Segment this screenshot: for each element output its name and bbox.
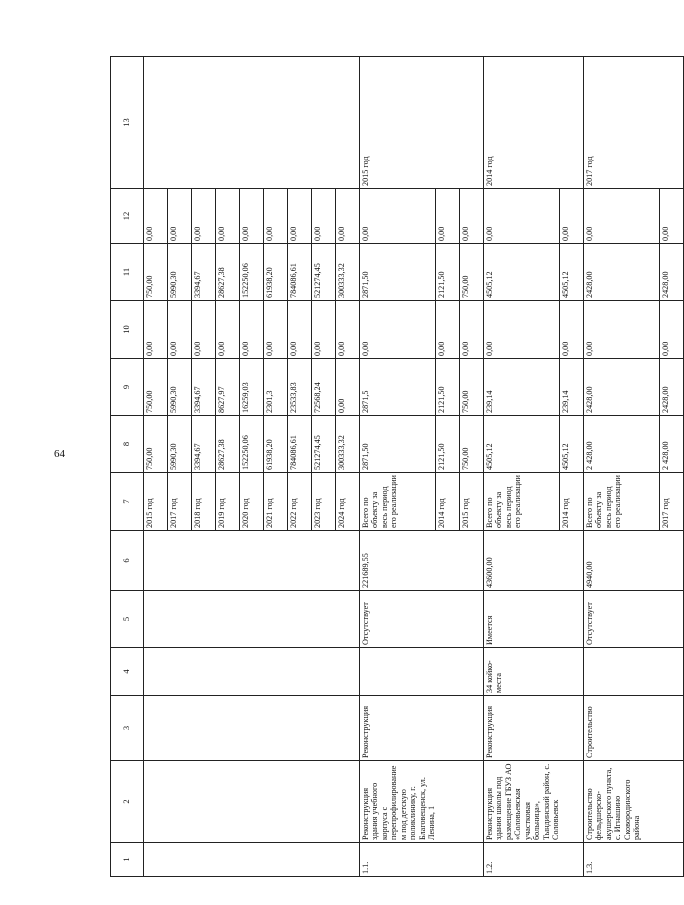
design-docs: Отсутствует: [584, 591, 684, 648]
value-cell: 0,00: [216, 189, 240, 244]
value-cell: 750,00: [460, 416, 484, 473]
value-cell: 28627,38: [216, 244, 240, 301]
value-cell: 0,00: [336, 189, 360, 244]
value-cell: 2428,00: [584, 359, 660, 416]
value-cell: 2301,3: [264, 359, 288, 416]
year-cell: 2023 год: [312, 473, 336, 531]
capacity: 34 койко-места: [484, 648, 584, 696]
value-cell: 2 428,00: [660, 416, 684, 473]
value-cell: 5990,30: [168, 359, 192, 416]
year-cell: 2019 год: [216, 473, 240, 531]
value-cell: 2 428,00: [584, 416, 660, 473]
estimated-cost: 43600,00: [484, 531, 584, 591]
column-number-row: [111, 57, 144, 877]
value-cell: 784086,61: [288, 244, 312, 301]
year-cell: Всего по объекту за весь период его реализации: [360, 473, 436, 531]
column-number: 1: [111, 843, 144, 877]
value-cell: 0,00: [168, 301, 192, 359]
value-cell: 152250,06: [240, 244, 264, 301]
value-cell: 5990,30: [168, 244, 192, 301]
value-cell: 4505,12: [560, 416, 584, 473]
continued-cell: [144, 591, 360, 648]
continued-cell: [144, 696, 360, 761]
completion-year: 2015 год: [360, 57, 484, 189]
value-cell: 2121,50: [436, 416, 460, 473]
value-cell: 521274,45: [312, 416, 336, 473]
value-cell: 0,00: [360, 189, 436, 244]
value-cell: 0,00: [336, 359, 360, 416]
continued-cell: [144, 648, 360, 696]
continued-cell: [144, 761, 360, 843]
work-type: Реконструкция: [360, 696, 484, 761]
design-docs: Отсутствует: [360, 591, 484, 648]
year-cell: 2018 год: [192, 473, 216, 531]
object-name: Реконструкция здания школы под размещение ГБУЗ АО «Соловьевская участковая больница», Тындинский район, с. Соловьевск: [484, 761, 584, 843]
year-cell: 2024 год: [336, 473, 360, 531]
value-cell: 2121,50: [436, 244, 460, 301]
value-cell: 2871,50: [360, 416, 436, 473]
value-cell: 2871,50: [360, 244, 436, 301]
rotated-table-area: [110, 57, 670, 877]
completion-year: 2014 год: [484, 57, 584, 189]
year-cell: 2014 год: [560, 473, 584, 531]
capacity: [584, 648, 684, 696]
continued-cell: [144, 843, 360, 877]
value-cell: 3394,67: [192, 244, 216, 301]
value-cell: 0,00: [288, 301, 312, 359]
year-cell: 2021 год: [264, 473, 288, 531]
value-cell: 0,00: [264, 189, 288, 244]
value-cell: 239,14: [484, 359, 560, 416]
value-cell: 0,00: [336, 301, 360, 359]
estimated-cost: 4940,00: [584, 531, 684, 591]
table-body: [144, 57, 684, 877]
value-cell: 750,00: [460, 244, 484, 301]
value-cell: 61938,20: [264, 244, 288, 301]
value-cell: 0,00: [312, 189, 336, 244]
year-cell: 2015 год: [460, 473, 484, 531]
value-cell: 2871,5: [360, 359, 436, 416]
value-cell: 0,00: [288, 189, 312, 244]
column-number: 11: [111, 244, 144, 301]
value-cell: 0,00: [560, 189, 584, 244]
column-number: 6: [111, 531, 144, 591]
value-cell: 750,00: [144, 416, 168, 473]
value-cell: 0,00: [584, 301, 660, 359]
item-number: 1.2.: [484, 843, 584, 877]
value-cell: 0,00: [312, 301, 336, 359]
year-cell: Всего по объекту за весь период его реализации: [584, 473, 660, 531]
value-cell: 61938,20: [264, 416, 288, 473]
item-number: 1.1.: [360, 843, 484, 877]
section-row: [360, 57, 436, 877]
header-row: [111, 57, 144, 877]
value-cell: 0,00: [192, 189, 216, 244]
value-cell: 0,00: [660, 189, 684, 244]
value-cell: 0,00: [240, 189, 264, 244]
value-cell: 0,00: [192, 301, 216, 359]
column-number: 8: [111, 416, 144, 473]
column-number: 4: [111, 648, 144, 696]
column-number: 7: [111, 473, 144, 531]
value-cell: 300333,32: [336, 416, 360, 473]
column-number: 2: [111, 761, 144, 843]
value-cell: 23533,83: [288, 359, 312, 416]
value-cell: 2121,50: [436, 359, 460, 416]
design-docs: Имеется: [484, 591, 584, 648]
value-cell: 0,00: [660, 301, 684, 359]
continued-cell: [144, 531, 360, 591]
year-cell: 2017 год: [168, 473, 192, 531]
work-type: Строительство: [584, 696, 684, 761]
investment-table: [110, 56, 684, 877]
column-number: 10: [111, 301, 144, 359]
value-cell: 0,00: [216, 301, 240, 359]
work-type: Реконструкция: [484, 696, 584, 761]
capacity: [360, 648, 484, 696]
estimated-cost: 221689,55: [360, 531, 484, 591]
value-cell: 521274,45: [312, 244, 336, 301]
value-cell: 0,00: [360, 301, 436, 359]
value-cell: 0,00: [460, 189, 484, 244]
value-cell: 4505,12: [484, 244, 560, 301]
value-cell: 0,00: [144, 189, 168, 244]
year-cell: Всего по объекту за весь период его реализации: [484, 473, 560, 531]
column-number: 3: [111, 696, 144, 761]
value-cell: 0,00: [240, 301, 264, 359]
object-name: Строительство фельдшерско-акушерского пункта, с. Игнашино Сковородинского района: [584, 761, 684, 843]
value-cell: 0,00: [168, 189, 192, 244]
item-number: 1.3.: [584, 843, 684, 877]
value-cell: 750,00: [144, 359, 168, 416]
page-number: 64: [54, 448, 65, 460]
column-number: 12: [111, 189, 144, 244]
value-cell: 0,00: [560, 301, 584, 359]
value-cell: 3394,67: [192, 416, 216, 473]
column-number: 13: [111, 57, 144, 189]
year-cell: 2020 год: [240, 473, 264, 531]
completion-year: 2017 год: [584, 57, 684, 189]
value-cell: 4505,12: [484, 416, 560, 473]
value-cell: 784086,61: [288, 416, 312, 473]
object-name: Реконструкция здания учебного корпуса с перепрофилированием под детскую поликлинику, г. Благовещенск, ул. Ленина, 1: [360, 761, 484, 843]
value-cell: 0,00: [484, 301, 560, 359]
value-cell: 0,00: [436, 189, 460, 244]
section-row: [584, 57, 660, 877]
value-cell: 750,00: [144, 244, 168, 301]
value-cell: 0,00: [584, 189, 660, 244]
column-number: 5: [111, 591, 144, 648]
value-cell: 750,00: [460, 359, 484, 416]
value-cell: 28627,38: [216, 416, 240, 473]
value-cell: 0,00: [436, 301, 460, 359]
continuation-row: [144, 57, 168, 877]
year-cell: 2017 год: [660, 473, 684, 531]
value-cell: 72568,24: [312, 359, 336, 416]
value-cell: 16259,03: [240, 359, 264, 416]
value-cell: 300333,32: [336, 244, 360, 301]
value-cell: 3394,67: [192, 359, 216, 416]
value-cell: 0,00: [144, 301, 168, 359]
value-cell: 5990,30: [168, 416, 192, 473]
value-cell: 239,14: [560, 359, 584, 416]
value-cell: 152250,06: [240, 416, 264, 473]
continued-cell: [144, 57, 360, 189]
value-cell: 0,00: [264, 301, 288, 359]
value-cell: 2428,00: [660, 359, 684, 416]
year-cell: 2014 год: [436, 473, 460, 531]
column-number: 9: [111, 359, 144, 416]
section-row: [484, 57, 560, 877]
value-cell: 0,00: [484, 189, 560, 244]
value-cell: 0,00: [460, 301, 484, 359]
value-cell: 4505,12: [560, 244, 584, 301]
value-cell: 2428,00: [660, 244, 684, 301]
year-cell: 2022 год: [288, 473, 312, 531]
value-cell: 2428,00: [584, 244, 660, 301]
value-cell: 8627,97: [216, 359, 240, 416]
year-cell: 2015 год: [144, 473, 168, 531]
